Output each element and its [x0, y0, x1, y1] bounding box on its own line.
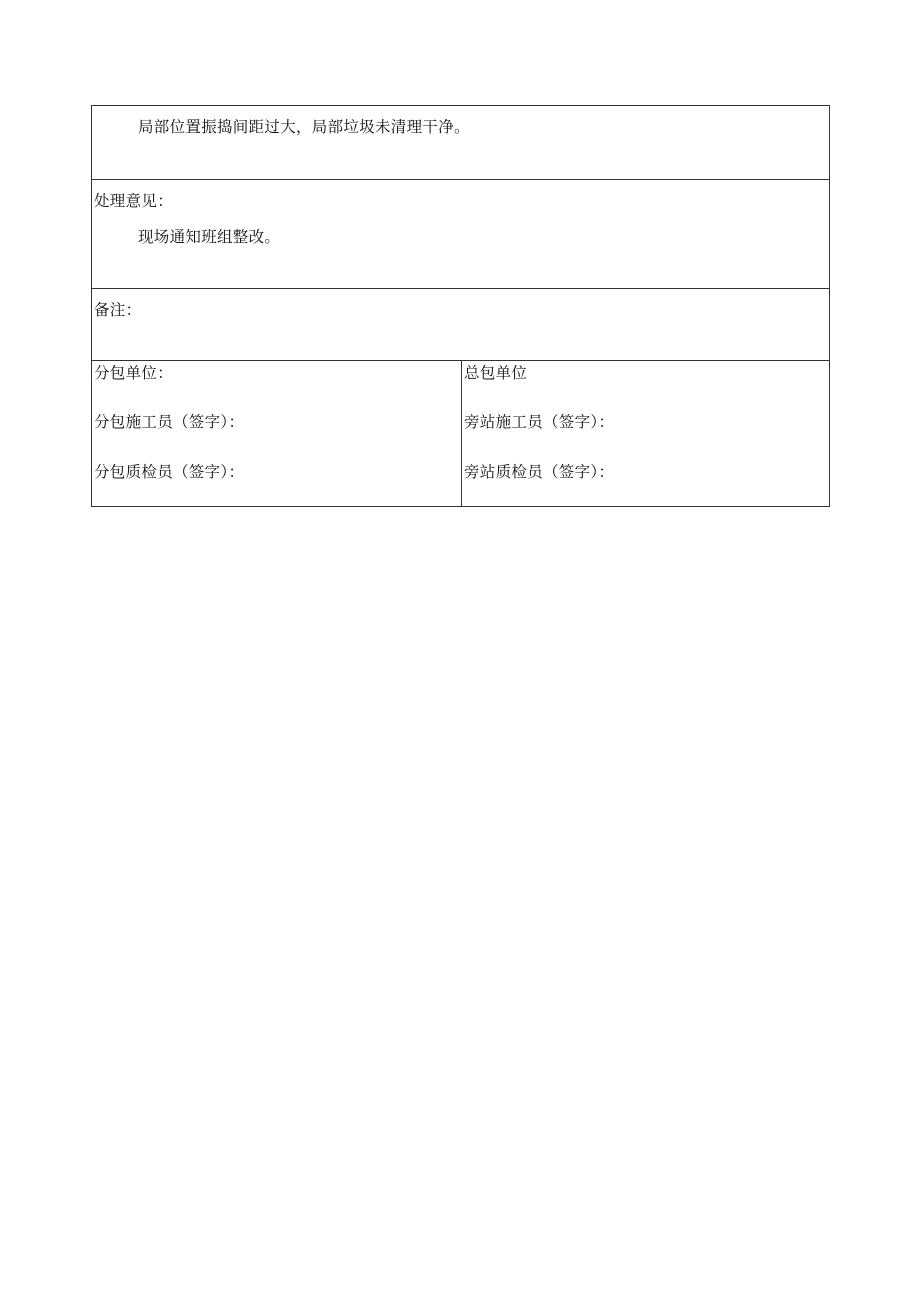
general-contractor-constructor-signature: 旁站施工员（签字）： — [464, 413, 615, 431]
note-cell — [92, 289, 830, 361]
general-contractor-cell — [462, 361, 830, 507]
opinion-cell — [92, 180, 830, 289]
general-contractor-unit-label: 总包单位 — [464, 364, 528, 382]
subcontractor-constructor-signature: 分包施工员（签字）： — [94, 413, 245, 431]
opinion-label: 处理意见： — [94, 192, 174, 210]
opinion-row — [92, 180, 830, 289]
issue-description: 局部位置振捣间距过大，局部垃圾未清理干净。 — [138, 118, 470, 136]
note-label: 备注： — [94, 301, 142, 319]
note-row — [92, 289, 830, 361]
subcontractor-cell — [92, 361, 462, 507]
opinion-text: 现场通知班组整改。 — [138, 228, 281, 246]
issue-cell — [92, 106, 830, 180]
subcontractor-unit-label: 分包单位： — [94, 364, 174, 382]
signature-row — [92, 361, 830, 507]
issue-row — [92, 106, 830, 180]
subcontractor-inspector-signature: 分包质检员（签字）： — [94, 463, 245, 481]
general-contractor-inspector-signature: 旁站质检员（签字）： — [464, 463, 615, 481]
inspection-form-table — [91, 105, 830, 507]
